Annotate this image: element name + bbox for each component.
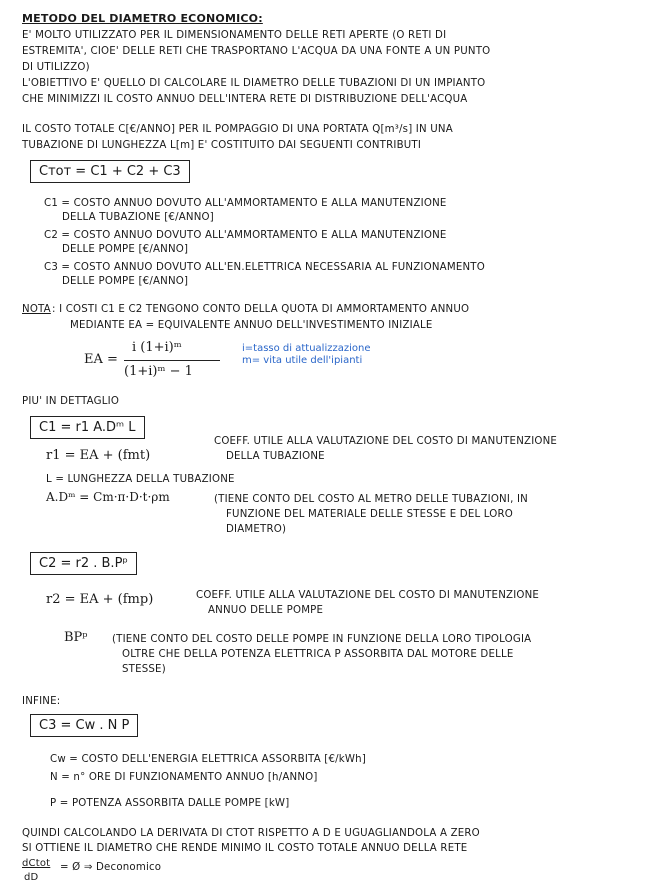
length-definition: L = LUNGHEZZA DELLA TUBAZIONE <box>46 474 235 485</box>
r2-coeff-note: ANNUO DELLE POMPE <box>208 605 324 616</box>
adm-note: DIAMETRO) <box>226 524 287 535</box>
intro-line: E' MOLTO UTILIZZATO PER IL DIMENSIONAMENTO DELLE RETI APERTE (O RETI DI <box>22 30 447 41</box>
nota-label: NOTA <box>22 304 51 315</box>
fraction-bar <box>124 360 220 361</box>
bp-formula: BPᵖ <box>64 630 88 645</box>
r1-coeff-note: DELLA TUBAZIONE <box>226 451 325 462</box>
r1-formula: r1 = EA + (fmt) <box>46 448 151 463</box>
c2-formula-box: C2 = r2 . B.Pᵖ <box>30 552 137 575</box>
total-cost-line: IL COSTO TOTALE C[€/ANNO] PER IL POMPAGGIO DI UNA PORTATA Q[m³/s] IN UNA <box>22 124 453 135</box>
intro-line: ESTREMITA', CIOE' DELLE RETI CHE TRASPORTANO L'ACQUA DA UNA FONTE A UN PUNTO <box>22 46 491 57</box>
derivative-numerator: dCtot <box>22 858 51 869</box>
detail-heading: PIU' IN DETTAGLIO <box>22 396 120 407</box>
intro-line: L'OBIETTIVO E' QUELLO DI CALCOLARE IL DIAMETRO DELLE TUBAZIONI DI UN IMPIANTO <box>22 78 486 89</box>
ea-denominator: (1+i)ᵐ − 1 <box>124 364 193 379</box>
finally-heading: INFINE: <box>22 696 61 707</box>
r2-formula: r2 = EA + (fmp) <box>46 592 154 607</box>
bp-note: (TIENE CONTO DEL COSTO DELLE POMPE IN FUNZIONE DELLA LORO TIPOLOGIA <box>112 634 532 645</box>
ea-note-m: m= vita utile dell'ipianti <box>242 355 363 366</box>
ea-numerator: i (1+i)ᵐ <box>132 340 182 355</box>
nota-line: : I COSTI C1 E C2 TENGONO CONTO DELLA QUOTA DI AMMORTAMENTO ANNUO <box>52 304 470 315</box>
p-definition: P = POTENZA ASSORBITA DALLE POMPE [kW] <box>50 798 290 809</box>
bp-note: STESSE) <box>122 664 166 675</box>
n-definition: N = n° ORE DI FUNZIONAMENTO ANNUO [h/ANNO] <box>50 772 318 783</box>
intro-line: CHE MINIMIZZI IL COSTO ANNUO DELL'INTERA RETE DI DISTRIBUZIONE DELL'ACQUA <box>22 94 468 105</box>
ctot-formula-box: Cтот = C1 + C2 + C3 <box>30 160 190 183</box>
c3-definition: C3 = COSTO ANNUO DOVUTO ALL'EN.ELETTRICA NECESSARIA AL FUNZIONAMENTO <box>44 262 485 273</box>
c2-definition: C2 = COSTO ANNUO DOVUTO ALL'AMMORTAMENTO E ALLA MANUTENZIONE <box>44 230 447 241</box>
cw-definition: Cw = COSTO DELL'ENERGIA ELETTRICA ASSORBITA [€/kWh] <box>50 754 366 765</box>
adm-note: FUNZIONE DEL MATERIALE DELLE STESSE E DEL LORO <box>226 509 514 520</box>
total-cost-line: TUBAZIONE DI LUNGHEZZA L[m] E' COSTITUITO DAI SEGUENTI CONTRIBUTI <box>22 140 422 151</box>
c3-definition-cont: DELLE POMPE [€/ANNO] <box>62 276 189 287</box>
adm-note: (TIENE CONTO DEL COSTO AL METRO DELLE TUBAZIONI, IN <box>214 494 528 505</box>
c2-definition-cont: DELLE POMPE [€/ANNO] <box>62 244 189 255</box>
bp-note: OLTRE CHE DELLA POTENZA ELETTRICA P ASSORBITA DAL MOTORE DELLE <box>122 649 514 660</box>
conclusion-line: QUINDI CALCOLANDO LA DERIVATA DI CTOT RISPETTO A D E UGUAGLIANDOLA A ZERO <box>22 828 480 839</box>
ea-label: EA = <box>84 352 118 367</box>
intro-line: DI UTILIZZO) <box>22 62 90 73</box>
c3-formula-box: C3 = Cw . N P <box>30 714 138 737</box>
derivative-denominator: dD <box>24 872 39 883</box>
nota-line: MEDIANTE EA = EQUIVALENTE ANNUO DELL'INVESTIMENTO INIZIALE <box>70 320 433 331</box>
adm-formula: A.Dᵐ = Cm·π·D·t·ρm <box>46 490 170 504</box>
r2-coeff-note: COEFF. UTILE ALLA VALUTAZIONE DEL COSTO DI MANUTENZIONE <box>196 590 540 601</box>
c1-definition-cont: DELLA TUBAZIONE [€/ANNO] <box>62 212 214 223</box>
page-title: METODO DEL DIAMETRO ECONOMICO: <box>22 12 263 25</box>
conclusion-line: SI OTTIENE IL DIAMETRO CHE RENDE MINIMO IL COSTO TOTALE ANNUO DELLA RETE <box>22 843 468 854</box>
c1-formula-box: C1 = r1 A.Dᵐ L <box>30 416 145 439</box>
c1-definition: C1 = COSTO ANNUO DOVUTO ALL'AMMORTAMENTO E ALLA MANUTENZIONE <box>44 198 447 209</box>
ea-note-i: i=tasso di attualizzazione <box>242 343 371 354</box>
derivative-result: = Ø ⇒ Deconomico <box>60 862 162 873</box>
r1-coeff-note: COEFF. UTILE ALLA VALUTAZIONE DEL COSTO DI MANUTENZIONE <box>214 436 558 447</box>
